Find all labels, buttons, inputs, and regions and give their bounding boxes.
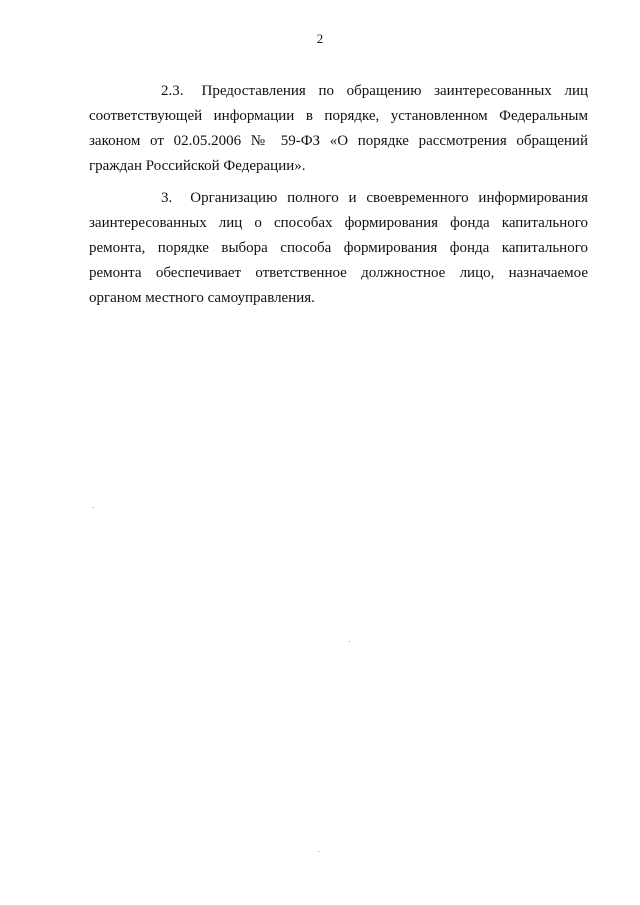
paragraph-2-3 bbox=[89, 79, 588, 179]
paragraph-number: 3. bbox=[161, 190, 173, 206]
page-number: 2 bbox=[316, 31, 324, 46]
paragraph-text: Предоставления по обращению заинтересованных лиц соответствующей информации в порядке, установленном Федеральным законом от 02.05.2006 № 59-ФЗ «О порядке рассмотрения обращений граждан Российской Федерации». bbox=[89, 83, 588, 174]
scan-speck bbox=[318, 851, 319, 852]
paragraph-text: Организацию полного и своевременного информирования заинтересованных лиц о способах формирования фонда капитального ремонта, порядке выбора способа формирования фонда капитального ремонта обеспечивает ответственное должностное лицо, назначаемое органом местного самоуправления. bbox=[89, 190, 588, 306]
scan-speck bbox=[349, 641, 350, 642]
document-body bbox=[89, 79, 588, 318]
paragraph-number: 2.3. bbox=[161, 83, 184, 99]
paragraph-3 bbox=[89, 186, 588, 311]
scan-speck bbox=[93, 507, 94, 508]
